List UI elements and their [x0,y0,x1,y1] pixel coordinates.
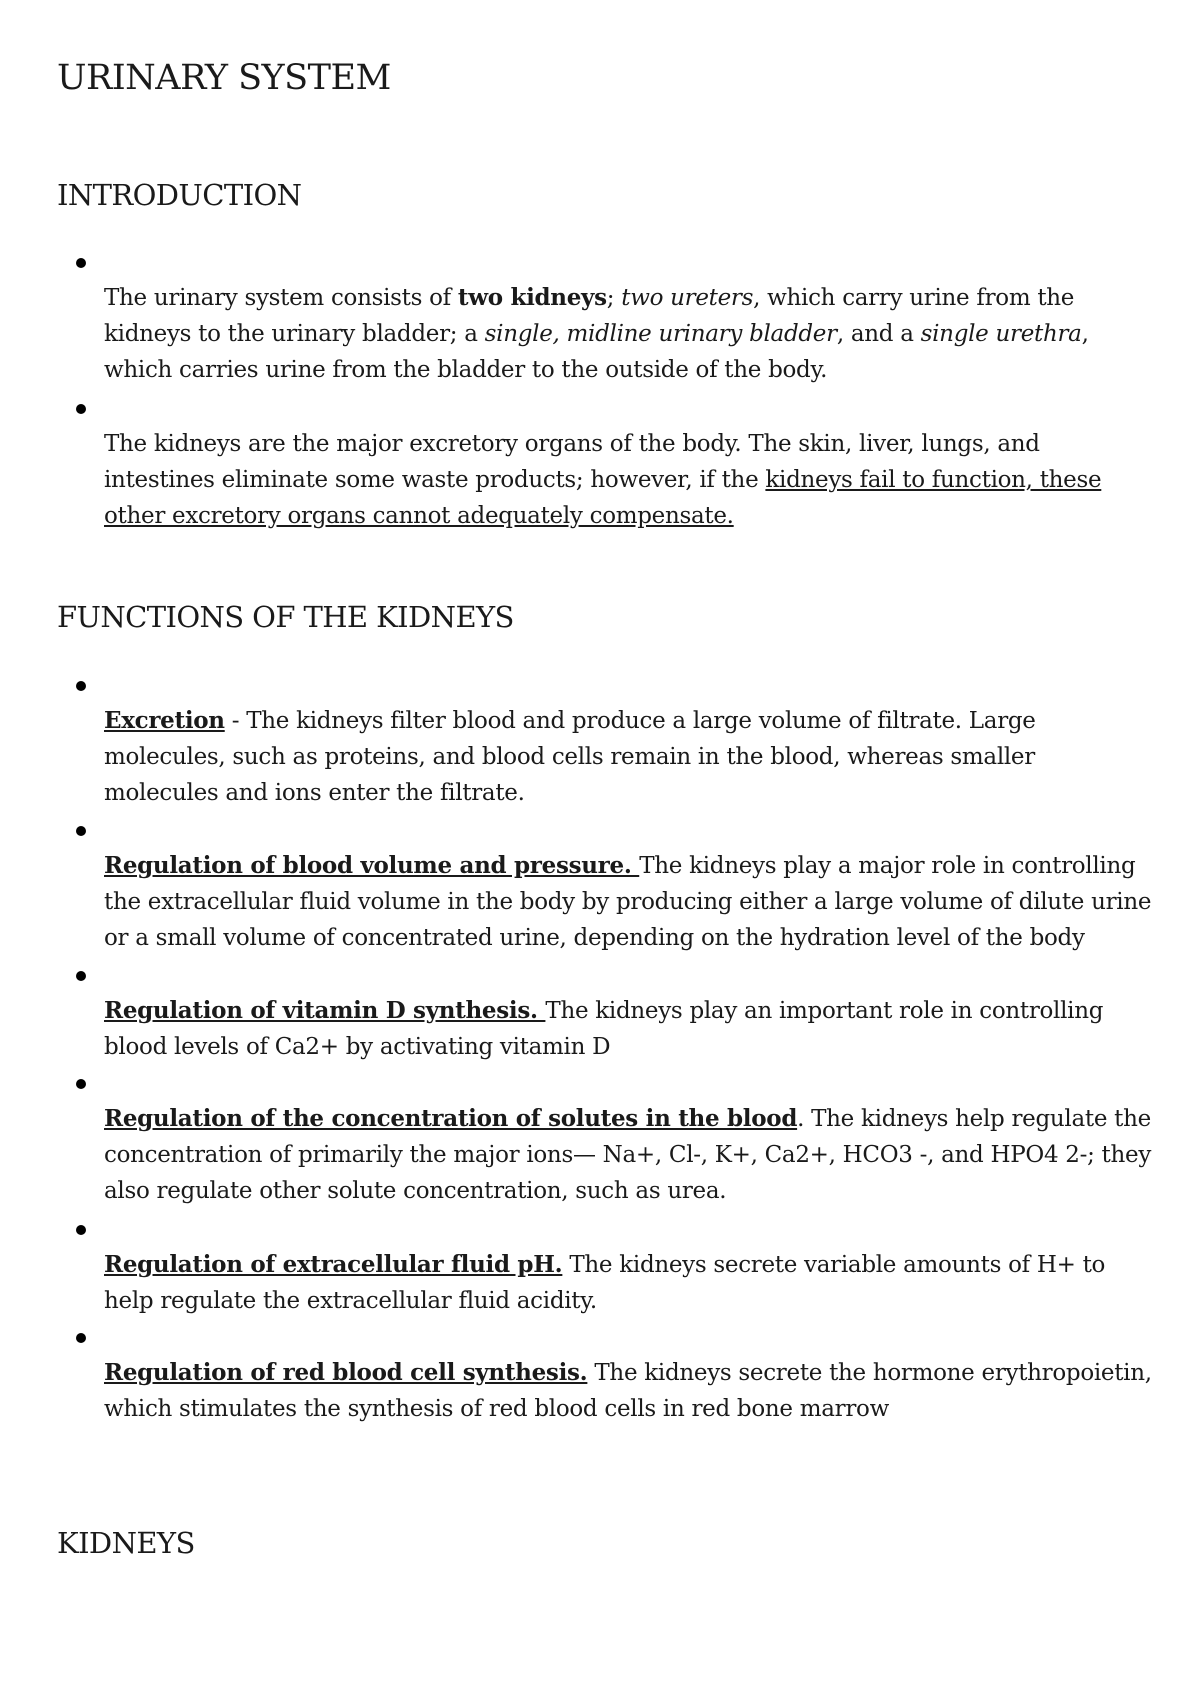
bullet-icon [76,826,86,836]
bullet-icon [76,681,86,691]
bullet-icon [76,404,86,414]
text-run: , which carries urine from the bladder to the outside of the body. [104,321,1089,383]
underlined-text: kidneys fail to function, these other excretory organs cannot adequately compensate. [104,467,1102,529]
function-text: The kidneys secrete variable amounts of H+ to help regulate the extracellular fluid acidity. [104,1252,1106,1314]
text-run: The kidneys are the major excretory organs of the body. The skin, liver, lungs, and intestines eliminate some waste products; however, if the [104,431,1040,493]
introduction-item-1 [104,280,1154,388]
italic-text: single, midline urinary bladder [484,321,837,347]
function-item-blood-volume [104,848,1154,956]
function-text: The kidneys secrete the hormone erythropoietin, which stimulates the synthesis of red blood cells in red bone marrow [104,1360,1152,1422]
text-run: ; [606,285,622,311]
bullet-icon [76,1225,86,1235]
function-text: The kidneys play a major role in controlling the extracellular fluid volume in the body by producing either a large volume of dilute urine or a small volume of concentrated urine, depending on the hydration level of the body [104,853,1152,951]
function-term: Regulation of extracellular fluid pH. [104,1251,563,1278]
bullet-icon [76,1333,86,1343]
text-run: , and a [836,321,921,347]
introduction-item-2 [104,426,1154,534]
function-term: Regulation of red blood cell synthesis. [104,1359,588,1386]
bullet-icon [76,1079,86,1089]
kidneys-heading: KIDNEYS [57,1526,195,1560]
function-item-excretion [104,703,1154,811]
bullet-icon [76,258,86,268]
document-title: URINARY SYSTEM [57,58,391,98]
function-item-solutes [104,1101,1154,1209]
function-term: Excretion [104,707,225,734]
function-term: Regulation of vitamin D synthesis. [104,997,546,1024]
function-term: Regulation of the concentration of solutes in the blood [104,1105,798,1132]
text-run: , which carry urine from the kidneys to the urinary bladder; a [104,285,1075,347]
function-term: Regulation of blood volume and pressure. [104,852,640,879]
italic-text: two ureters [621,285,754,311]
function-item-red-blood-cells [104,1355,1154,1427]
text-run: The urinary system consists of [104,285,458,311]
bullet-icon [76,971,86,981]
function-text: - The kidneys filter blood and produce a large volume of filtrate. Large molecules, such as proteins, and blood cells remain in the blood, whereas smaller molecules and ions enter the filtrate. [104,708,1036,806]
functions-heading: FUNCTIONS OF THE KIDNEYS [57,600,514,634]
function-item-vitamin-d [104,993,1154,1065]
introduction-heading: INTRODUCTION [57,178,302,212]
function-text: . The kidneys help regulate the concentration of primarily the major ions— Na+, Cl-, K+, Ca2+, HCO3 -, and HPO4 2-; they also regulate other solute concentration, such as urea. [104,1106,1152,1204]
function-item-ph [104,1247,1154,1319]
function-text: The kidneys play an important role in controlling blood levels of Ca2+ by activating vitamin D [104,998,1104,1060]
bold-text: two kidneys [457,284,607,311]
italic-text: single urethra [920,321,1082,347]
